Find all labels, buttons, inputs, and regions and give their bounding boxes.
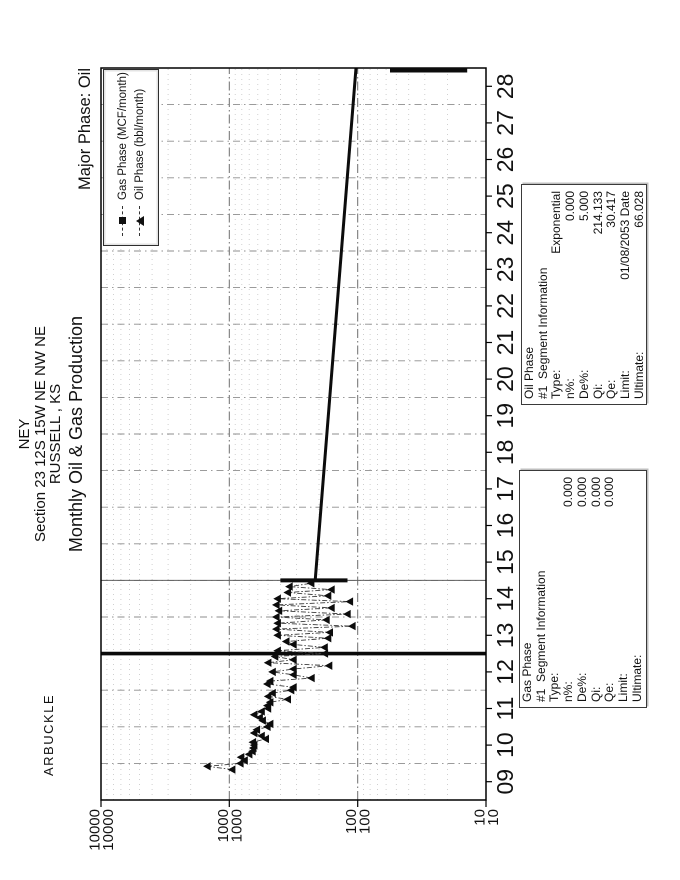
info-row (562, 477, 576, 702)
svg-text:10: 10 (485, 809, 502, 826)
row-label: Type: (547, 672, 562, 702)
info-row (548, 477, 562, 702)
svg-text:11: 11 (492, 696, 518, 721)
gas-box-title: Gas Phase (520, 642, 534, 702)
oil-segment-info-box (521, 184, 647, 405)
row-label: Type: (549, 369, 564, 399)
oil-box-subtitle: #1 Segment Information (535, 267, 550, 399)
info-row (603, 477, 617, 702)
row-label: De%: (576, 369, 591, 399)
oil-series-marker-icon (135, 206, 145, 236)
info-row (592, 191, 606, 399)
svg-text:15: 15 (492, 549, 518, 575)
legend-label-gas: Gas Phase (MCF/month) (116, 72, 129, 200)
row-value: 0.000 (602, 477, 617, 508)
svg-text:10000: 10000 (86, 809, 104, 851)
major-phase-label: Major Phase: Oil (76, 68, 94, 190)
well-city-state: RUSSELL , KS (47, 383, 64, 485)
triangle-marker-icon (136, 216, 144, 226)
row-label: n%: (561, 681, 576, 702)
row-value: 5.000 (576, 191, 591, 222)
row-label: Qe: (602, 682, 617, 702)
svg-text:100: 100 (343, 809, 361, 835)
row-label: Qi: (590, 383, 605, 399)
square-marker-icon (119, 218, 126, 225)
svg-text:10: 10 (471, 809, 489, 826)
legend-label-oil: Oil Phase (bbl/month) (133, 88, 146, 200)
row-label: n%: (563, 378, 578, 399)
row-value: 0.000 (574, 477, 589, 508)
info-row (590, 477, 604, 702)
well-location: Section 23 12S 15W NE NW NE (31, 326, 49, 542)
info-row (631, 477, 645, 702)
chart-legend (103, 69, 159, 246)
svg-text:18: 18 (492, 439, 518, 466)
gas-box-subtitle: #1 Segment Information (533, 570, 548, 702)
row-label: Ultimate: (631, 351, 646, 399)
svg-text:26: 26 (492, 146, 518, 173)
row-label: Qi: (588, 686, 603, 702)
svg-text:19: 19 (492, 402, 518, 429)
gas-series-marker-icon (118, 206, 128, 236)
row-value: 214.133 (590, 191, 605, 235)
svg-text:17: 17 (492, 476, 518, 502)
svg-text:14: 14 (492, 585, 518, 612)
row-label: Limit: (615, 673, 630, 702)
svg-text:1000: 1000 (214, 809, 232, 843)
svg-text:16: 16 (492, 512, 518, 539)
svg-text:10000: 10000 (100, 809, 117, 851)
row-label: Ultimate: (629, 654, 644, 702)
svg-text:10: 10 (492, 732, 518, 758)
svg-text:12: 12 (492, 659, 518, 685)
oil-box-title: Oil Phase (522, 346, 536, 399)
gas-segment-info-box (519, 470, 647, 708)
legend-item-gas (117, 70, 129, 236)
info-row (619, 191, 633, 399)
row-value: 01/08/2053 Date (617, 191, 632, 280)
chart-title: Monthly Oil & Gas Production (65, 315, 86, 553)
svg-text:09: 09 (492, 768, 518, 795)
legend-item-oil (134, 70, 146, 236)
svg-text:28: 28 (492, 73, 518, 100)
well-name: NEY (16, 418, 33, 450)
row-value: 0.000 (588, 477, 603, 508)
info-row (576, 477, 590, 702)
svg-text:21: 21 (492, 329, 518, 356)
svg-text:13: 13 (492, 622, 518, 649)
formation-label: ARBUCKLE (41, 693, 56, 776)
row-value: 0.000 (563, 191, 578, 222)
info-row (633, 191, 647, 399)
svg-text:23: 23 (492, 256, 518, 283)
row-value: 0.000 (561, 477, 576, 508)
info-row (550, 191, 564, 399)
svg-text:24: 24 (492, 219, 518, 246)
svg-text:1000: 1000 (228, 809, 246, 843)
x-axis-labels (486, 74, 518, 795)
svg-text:100: 100 (356, 809, 374, 835)
svg-text:25: 25 (492, 183, 518, 209)
row-label: De%: (574, 672, 589, 702)
row-label: Qe: (604, 379, 619, 399)
row-label: Limit: (617, 370, 632, 399)
y-axis-labels (87, 800, 503, 851)
svg-text:27: 27 (492, 110, 518, 136)
oil-series (203, 579, 356, 774)
svg-text:20: 20 (492, 366, 518, 392)
row-value: 66.028 (631, 191, 646, 228)
info-row (617, 477, 631, 702)
svg-text:22: 22 (492, 293, 518, 319)
info-row (564, 191, 578, 399)
row-value: Exponential (549, 191, 564, 254)
info-row (578, 191, 592, 399)
row-value: 30.417 (604, 191, 619, 228)
info-row (605, 191, 619, 399)
